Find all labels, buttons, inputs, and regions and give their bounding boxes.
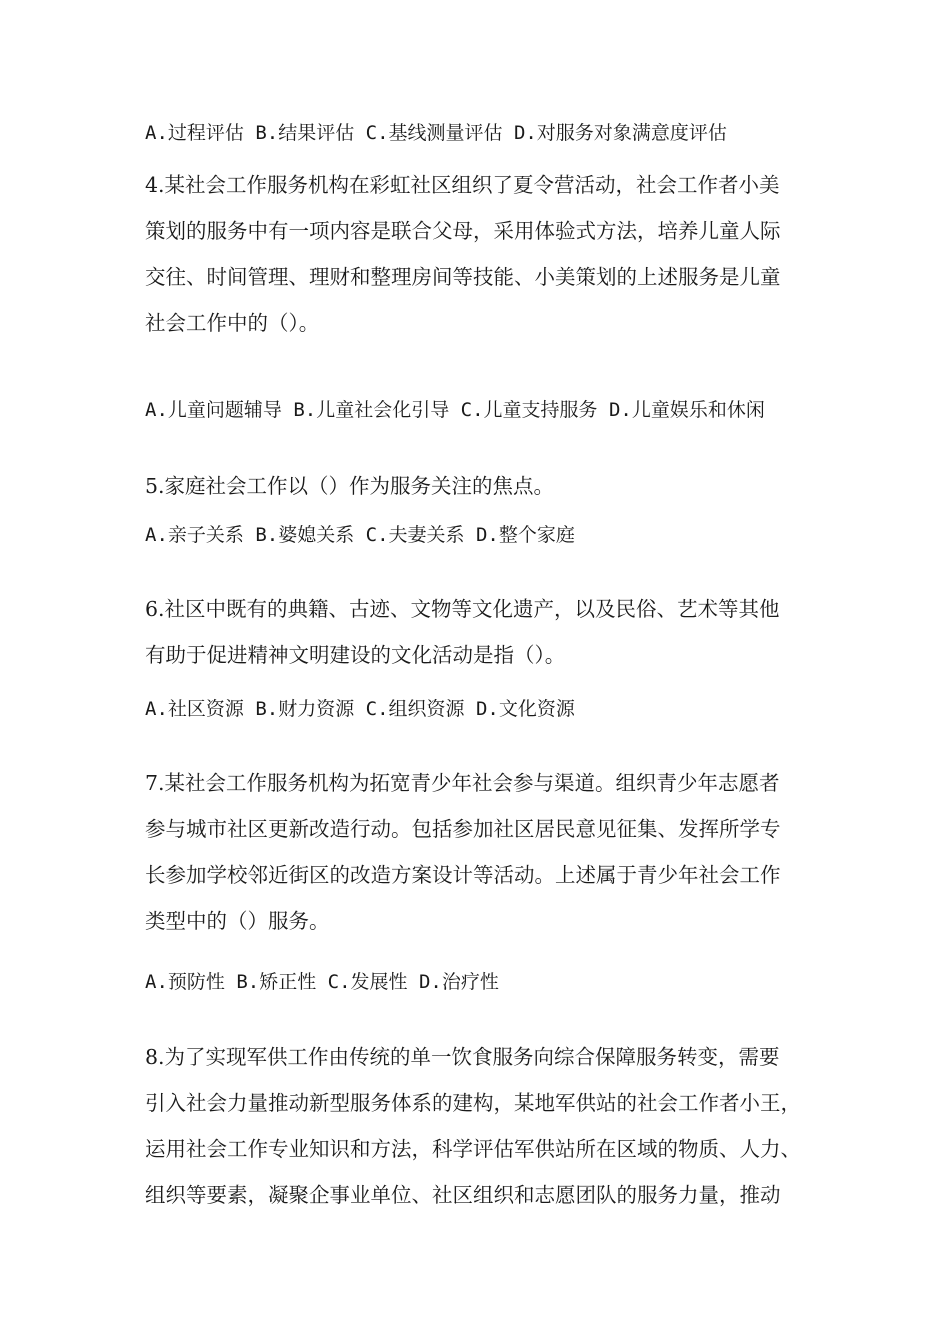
question-7-line-2: 参与城市社区更新改造行动。包括参加社区居民意见征集、发挥所学专 [145,817,781,841]
question-4-line-1: 4.某社会工作服务机构在彩虹社区组织了夏令营活动，社会工作者小美 [145,173,780,197]
question-5 [145,463,817,509]
question-4 [145,162,817,346]
question-7-line-1: 7.某社会工作服务机构为拓宽青少年社会参与渠道。组织青少年志愿者 [145,771,780,795]
question-4-line-4: 社会工作中的（）。 [145,311,320,335]
question-8-line-1: 8.为了实现军供工作由传统的单一饮食服务向综合保障服务转变，需要 [145,1045,780,1069]
question-7-line-4: 类型中的（）服务。 [145,909,330,933]
question-5-line-1: 5.家庭社会工作以（）作为服务关注的焦点。 [145,474,555,498]
question-7-line-3: 长参加学校邻近街区的改造方案设计等活动。上述属于青少年社会工作 [145,863,781,887]
question-4-line-2: 策划的服务中有一项内容是联合父母，采用体验式方法，培养儿童人际 [145,219,781,243]
question-4-line-3: 交往、时间管理、理财和整理房间等技能、小美策划的上述服务是儿童 [145,265,781,289]
question-8-line-2: 引入社会力量推动新型服务体系的建构，某地军供站的社会工作者小王， [145,1091,801,1115]
question-5-options: A.亲子关系 B.婆媳关系 C.夫妻关系 D.整个家庭 [145,524,575,546]
question-8-line-3: 运用社会工作专业知识和方法，科学评估军供站所在区域的物质、人力、 [145,1137,801,1161]
question-8 [145,1034,817,1218]
question-6 [145,586,817,678]
question-6-options: A.社区资源 B.财力资源 C.组织资源 D.文化资源 [145,698,575,720]
question-8-line-4: 组织等要素，凝聚企事业单位、社区组织和志愿团队的服务力量，推动 [145,1183,781,1207]
q3-options: A.过程评估 B.结果评估 C.基线测量评估 D.对服务对象满意度评估 [145,122,727,144]
question-7 [145,760,817,944]
question-6-line-1: 6.社区中既有的典籍、古迹、文物等文化遗产，以及民俗、艺术等其他 [145,597,780,621]
question-6-line-2: 有助于促进精神文明建设的文化活动是指（）。 [145,643,566,667]
question-4-options: A.儿童问题辅导 B.儿童社会化引导 C.儿童支持服务 D.儿童娱乐和休闲 [145,399,765,421]
question-7-options: A.预防性 B.矫正性 C.发展性 D.治疗性 [145,971,499,993]
